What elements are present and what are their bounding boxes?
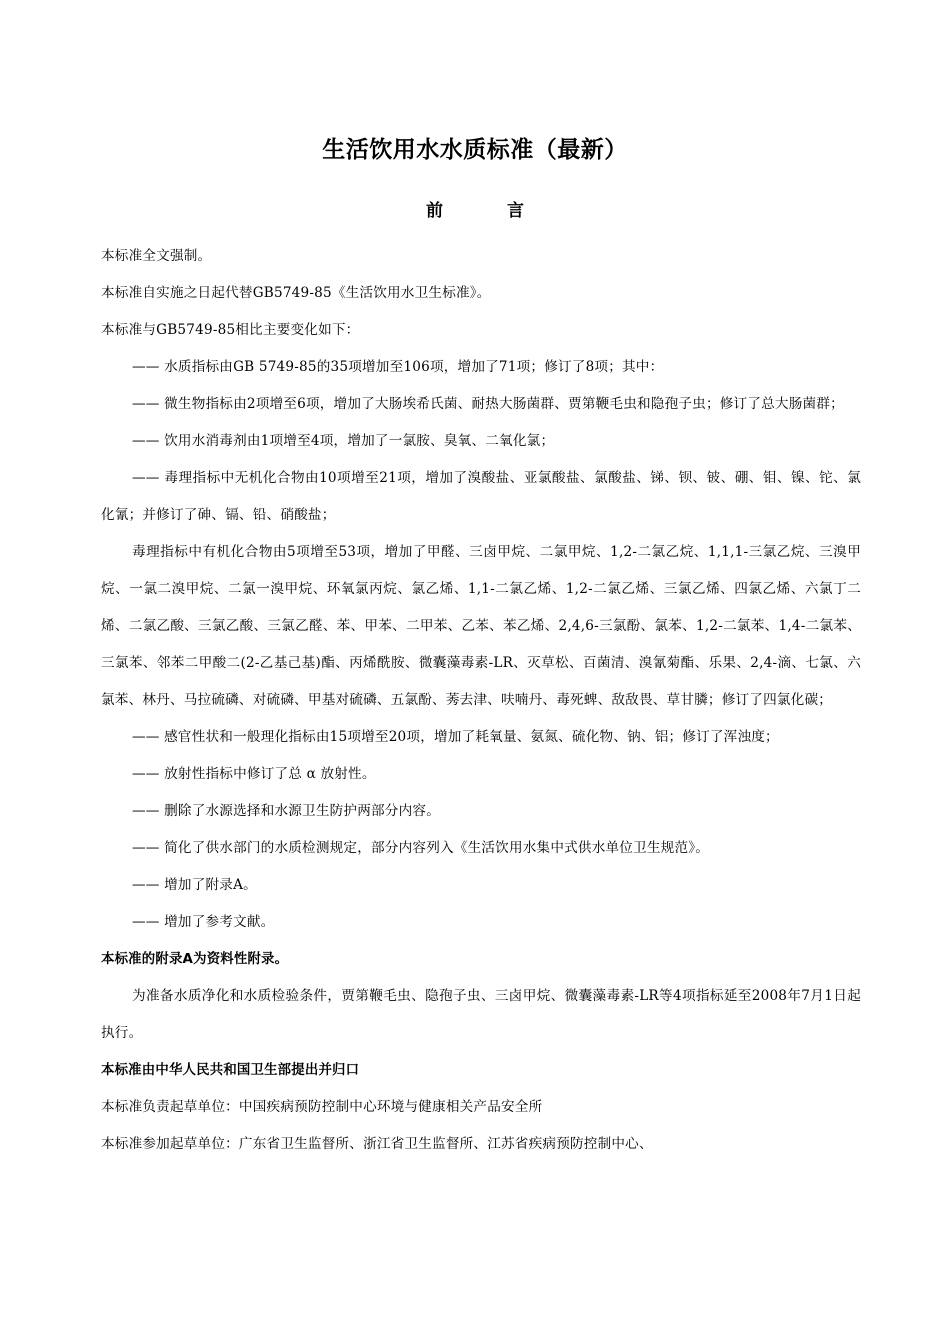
change-item-sensory-indices: —— 感官性状和一般理化指标由15项增至20项，增加了耗氧量、氨氮、硫化物、钠、铝；修订了浑浊度；	[132, 729, 779, 745]
change-item-removed-sections: —— 删除了水源选择和水源卫生防护两部分内容。	[132, 803, 440, 819]
preface-heading	[0, 198, 950, 224]
change-item-disinfectants: —— 饮用水消毒剂由1项增至4项，增加了一氯胺、臭氧、二氧化氯；	[132, 433, 555, 449]
document-body	[101, 238, 861, 1163]
preface-heading-char-1: 前	[426, 201, 443, 221]
paragraph-deferred-indices: 为准备水质净化和水质检验条件，贾第鞭毛虫、隐孢子虫、三卤甲烷、微囊藻毒素-LR等4项指标延至2008年7月1日起执行。	[101, 988, 861, 1041]
change-item-appendix-added: —— 增加了附录A。	[132, 877, 257, 893]
change-item-references-added: —— 增加了参考文献。	[132, 914, 275, 930]
change-item-simplified-testing: —— 简化了供水部门的水质检测规定，部分内容列入《生活饮用水集中式供水单位卫生规范》。	[132, 840, 710, 856]
change-item-water-quality-indices: —— 水质指标由GB 5749-85的35项增加至106项，增加了71项；修订了8项；其中：	[132, 359, 664, 375]
change-item-radioactivity: —— 放射性指标中修订了总 α 放射性。	[132, 766, 376, 782]
paragraph-proposed-by: 本标准由中华人民共和国卫生部提出并归口	[101, 1063, 360, 1078]
paragraph-full-mandatory: 本标准全文强制。	[101, 248, 212, 264]
paragraph-main-changes-intro: 本标准与GB5749-85相比主要变化如下：	[101, 322, 360, 338]
paragraph-appendix-informative: 本标准的附录A为资料性附录。	[101, 952, 289, 967]
paragraph-replaces-standard: 本标准自实施之日起代替GB5749-85《生活饮用水卫生标准》。	[101, 285, 491, 301]
change-item-microbial-indices: —— 微生物指标由2项增至6项，增加了大肠埃希氏菌、耐热大肠菌群、贾第鞭毛虫和隐孢子虫；修订了总大肠菌群；	[132, 396, 844, 412]
change-item-inorganic-compounds: —— 毒理指标中无机化合物由10项增至21项，增加了溴酸盐、亚氯酸盐、氯酸盐、锑、钡、铍、硼、钼、镍、铊、氯化氰；并修订了砷、镉、铅、硝酸盐；	[101, 470, 861, 523]
preface-heading-char-2: 言	[507, 201, 524, 221]
document-title: 生活饮用水水质标准（最新）	[322, 137, 628, 163]
paragraph-drafting-unit: 本标准负责起草单位：中国疾病预防控制中心环境与健康相关产品安全所	[101, 1099, 543, 1115]
change-item-organic-compounds: 毒理指标中有机化合物由5项增至53项，增加了甲醛、三卤甲烷、二氯甲烷、1,2-二氯乙烷、1,1,1-三氯乙烷、三溴甲烷、一氯二溴甲烷、二氯一溴甲烷、环氧氯丙烷、氯乙烯、1,1-二氯乙烯、1,2-二氯乙烯、三氯乙烯、四氯乙烯、六氯丁二烯、二氯乙酸、三氯乙酸、三氯乙醛、苯、甲苯、二甲苯、乙苯、苯乙烯、2,4,6-三氯酚、氯苯、1,2-二氯苯、1,4-二氯苯、三氯苯、邻苯二甲酸二(2-乙基己基)酯、丙烯酰胺、微囊藻毒素-LR、灭草松、百菌清、溴氰菊酯、乐果、2,4-滴、七氯、六氯苯、林丹、马拉硫磷、对硫磷、甲基对硫磷、五氯酚、莠去津、呋喃丹、毒死蜱、敌敌畏、草甘膦；修订了四氯化碳；	[101, 544, 861, 708]
paragraph-participating-units: 本标准参加起草单位：广东省卫生监督所、浙江省卫生监督所、江苏省疾病预防控制中心、	[101, 1136, 653, 1152]
